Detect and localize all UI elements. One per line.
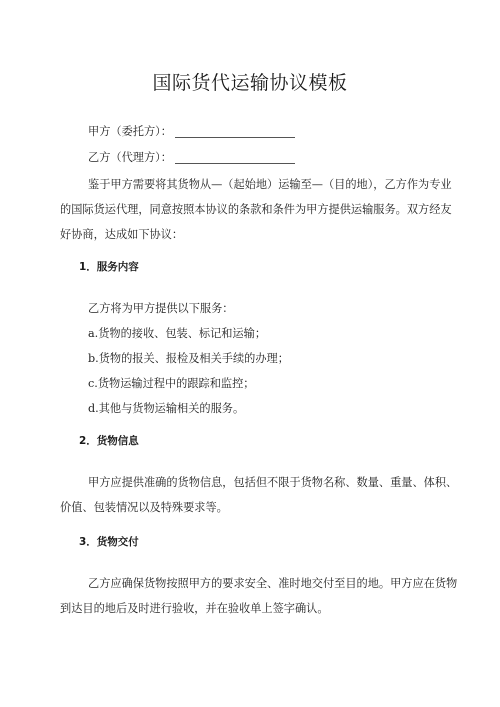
party-b-blank-line [175, 163, 295, 164]
service-item-c: c.货物运输过程中的跟踪和监控； [88, 377, 255, 390]
party-a-label: 甲方（委托方）： [88, 125, 172, 138]
party-b-label: 乙方（代理方）： [88, 151, 172, 164]
cargo-info-line-1: 甲方应提供准确的货物信息，包括但不限于货物名称、数量、重量、体积、 [88, 476, 458, 489]
service-item-b: b.货物的报关、报检及相关手续的办理； [88, 352, 289, 365]
delivery-line-1: 乙方应确保货物按照甲方的要求安全、准时地交付至目的地。甲方应在货物 [88, 577, 458, 590]
section-heading-delivery: 3．货物交付 [79, 536, 139, 548]
cargo-info-line-2: 价值、包装情况以及特殊要求等。 [60, 501, 228, 514]
delivery-line-2: 到达目的地后及时进行验收，并在验收单上签字确认。 [60, 602, 329, 615]
party-a-blank-line [175, 137, 295, 138]
section-heading-cargo-info: 2．货物信息 [79, 435, 139, 447]
service-item-a: a.货物的接收、包装、标记和运输； [88, 327, 267, 340]
service-item-d: d.其他与货物运输相关的服务。 [88, 402, 245, 415]
service-intro-line: 乙方将为甲方提供以下服务： [88, 302, 234, 315]
intro-line-1: 鉴于甲方需要将其货物从—（起始地）运输至—（目的地），乙方作为专业 [88, 178, 452, 191]
intro-line-2: 的国际货运代理，同意按照本协议的条款和条件为甲方提供运输服务。双方经友 [60, 203, 452, 216]
document-title: 国际货代运输协议模板 [152, 72, 348, 94]
section-heading-service: 1．服务内容 [79, 261, 139, 273]
intro-line-3: 好协商，达成如下协议： [60, 228, 184, 241]
